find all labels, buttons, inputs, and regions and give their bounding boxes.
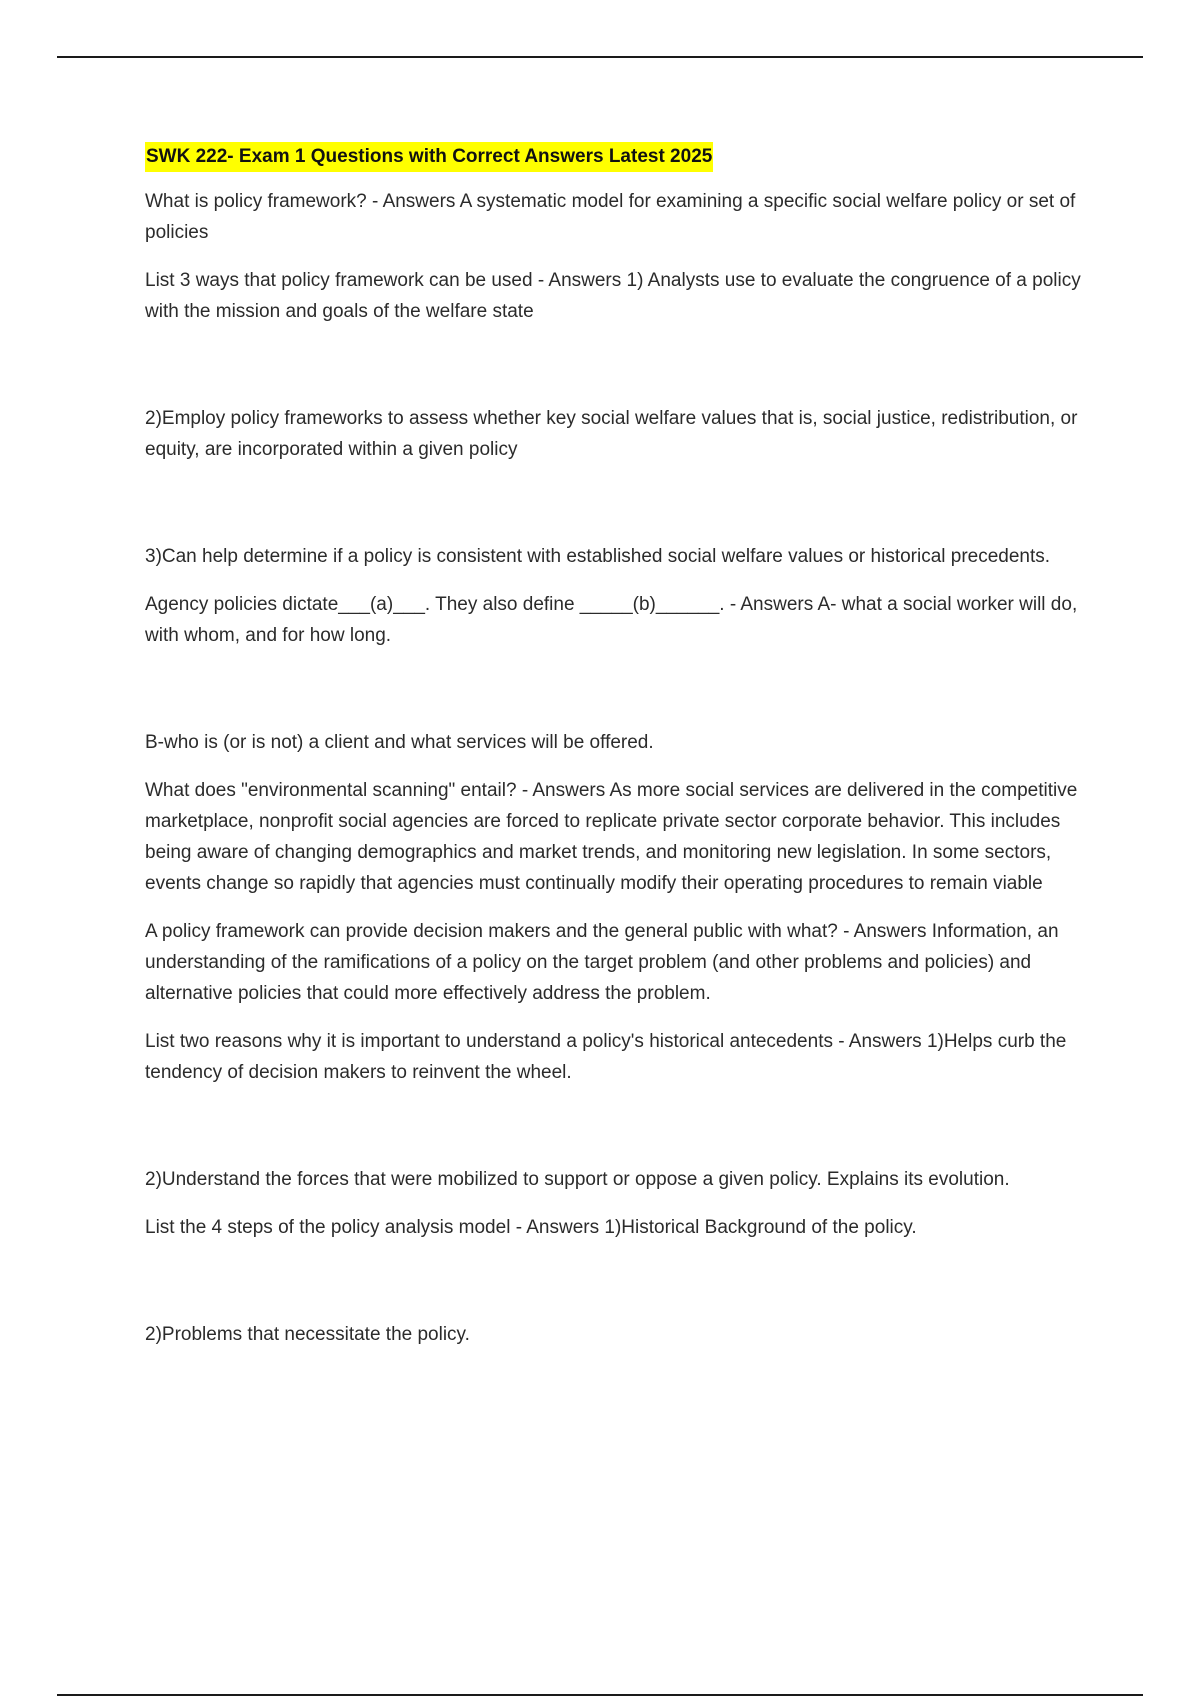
qa-paragraph: B-who is (or is not) a client and what services will be offered. [145,732,654,753]
footer-rule [57,1694,1143,1696]
qa-paragraph: List 3 ways that policy framework can be used - Answers 1) Analysts use to evaluate the congruence of a policy with the mission and goals of the welfare state [145,270,1081,322]
document-body [145,142,1095,1350]
title-block [145,142,1095,172]
qa-paragraph: 2)Employ policy frameworks to assess whether key social welfare values that is, social justice, redistribution, or equity, are incorporated within a given policy [145,408,1078,460]
qa-paragraph: What is policy framework? - Answers A systematic model for examining a specific social welfare policy or set of policies [145,191,1076,243]
qa-paragraph: What does "environmental scanning" entail? - Answers As more social services are delivered in the competitive marketplace, nonprofit social agencies are forced to replicate private sector corporate behavior. This includes being aware of changing demographics and market trends, and monitoring new legislation. In some sectors, events change so rapidly that agencies must continually modify their operating procedures to remain viable [145,780,1078,894]
qa-paragraph: A policy framework can provide decision makers and the general public with what? - Answers Information, an understanding of the ramifications of a policy on the target problem (and other problems and policies) and alternative policies that could more effectively address the problem. [145,921,1059,1004]
qa-paragraph: List the 4 steps of the policy analysis model - Answers 1)Historical Background of the policy. [145,1217,917,1238]
qa-paragraph: Agency policies dictate___(a)___. They also define _____(b)______. - Answers A- what a social worker will do, with whom, and for how long. [145,594,1078,646]
qa-paragraph: List two reasons why it is important to understand a policy's historical antecedents - Answers 1)Helps curb the tendency of decision makers to reinvent the wheel. [145,1031,1067,1083]
qa-paragraph: 2)Problems that necessitate the policy. [145,1324,470,1345]
document-title: SWK 222- Exam 1 Questions with Correct Answers Latest 2025 [145,142,713,172]
qa-paragraph: 3)Can help determine if a policy is consistent with established social welfare values or historical precedents. [145,546,1051,567]
header-rule [57,56,1143,58]
qa-paragraph: 2)Understand the forces that were mobilized to support or oppose a given policy. Explains its evolution. [145,1169,1010,1190]
